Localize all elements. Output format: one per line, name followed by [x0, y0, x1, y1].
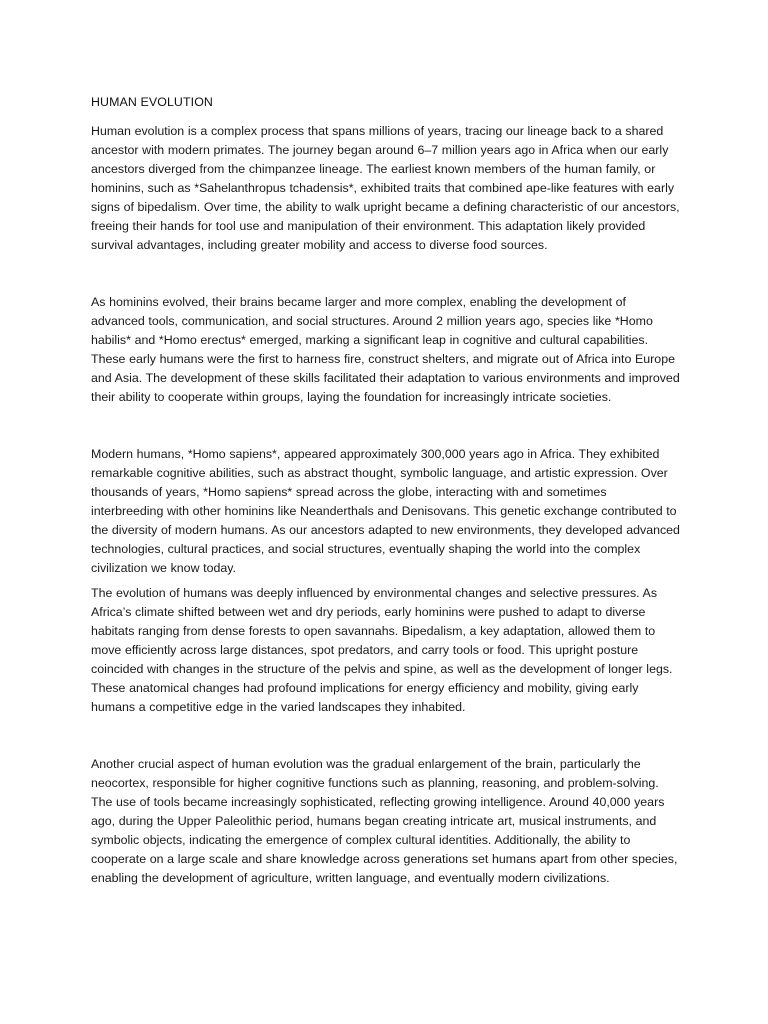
document-body	[91, 93, 681, 888]
document-title: HUMAN EVOLUTION	[91, 95, 213, 109]
paragraph-1: Human evolution is a complex process that spans millions of years, tracing our lineage back to a shared ancestor with modern primates. The journey began around 6–7 million years ago in Africa when our early ancestors diverged from the chimpanzee lineage. The earliest known members of the human family, or hominins, such as *Sahelanthropus tchadensis*, exhibited traits that combined ape-like features with early signs of bipedalism. Over time, the ability to walk upright became a defining characteristic of our ancestors, freeing their hands for tool use and manipulation of their environment. This adaptation likely provided survival advantages, including greater mobility and access to diverse food sources.	[91, 124, 680, 252]
paragraph-3: Modern humans, *Homo sapiens*, appeared approximately 300,000 years ago in Africa. They exhibited remarkable cognitive abilities, such as abstract thought, symbolic language, and artistic expression. Over thousands of years, *Homo sapiens* spread across the globe, interacting with and sometimes interbreeding with other hominins like Neanderthals and Denisovans. This genetic exchange contributed to the diversity of modern humans. As our ancestors adapted to new environments, they developed advanced technologies, cultural practices, and social structures, eventually shaping the world into the complex civilization we know today.	[91, 447, 680, 575]
paragraph-5: Another crucial aspect of human evolution was the gradual enlargement of the brain, particularly the neocortex, responsible for higher cognitive functions such as planning, reasoning, and problem-solving. The use of tools became increasingly sophisticated, reflecting growing intelligence. Around 40,000 years ago, during the Upper Paleolithic period, humans began creating intricate art, musical instruments, and symbolic objects, indicating the emergence of complex cultural identities. Additionally, the ability to cooperate on a large scale and share knowledge across generations set humans apart from other species, enabling the development of agriculture, written language, and eventually modern civilizations.	[91, 757, 678, 885]
paragraph-4: The evolution of humans was deeply influenced by environmental changes and selective pressures. As Africa’s climate shifted between wet and dry periods, early hominins were pushed to adapt to diverse habitats ranging from dense forests to open savannahs. Bipedalism, a key adaptation, allowed them to move efficiently across large distances, spot predators, and carry tools or food. This upright posture coincided with changes in the structure of the pelvis and spine, as well as the development of longer legs. These anatomical changes had profound implications for energy efficiency and mobility, giving early humans a competitive edge in the varied landscapes they inhabited.	[91, 586, 673, 714]
paragraph-2: As hominins evolved, their brains became larger and more complex, enabling the development of advanced tools, communication, and social structures. Around 2 million years ago, species like *Homo habilis* and *Homo erectus* emerged, marking a significant leap in cognitive and cultural capabilities. These early humans were the first to harness fire, construct shelters, and migrate out of Africa into Europe and Asia. The development of these skills facilitated their adaptation to various environments and improved their ability to cooperate within groups, laying the foundation for increasingly intricate societies.	[91, 295, 680, 404]
